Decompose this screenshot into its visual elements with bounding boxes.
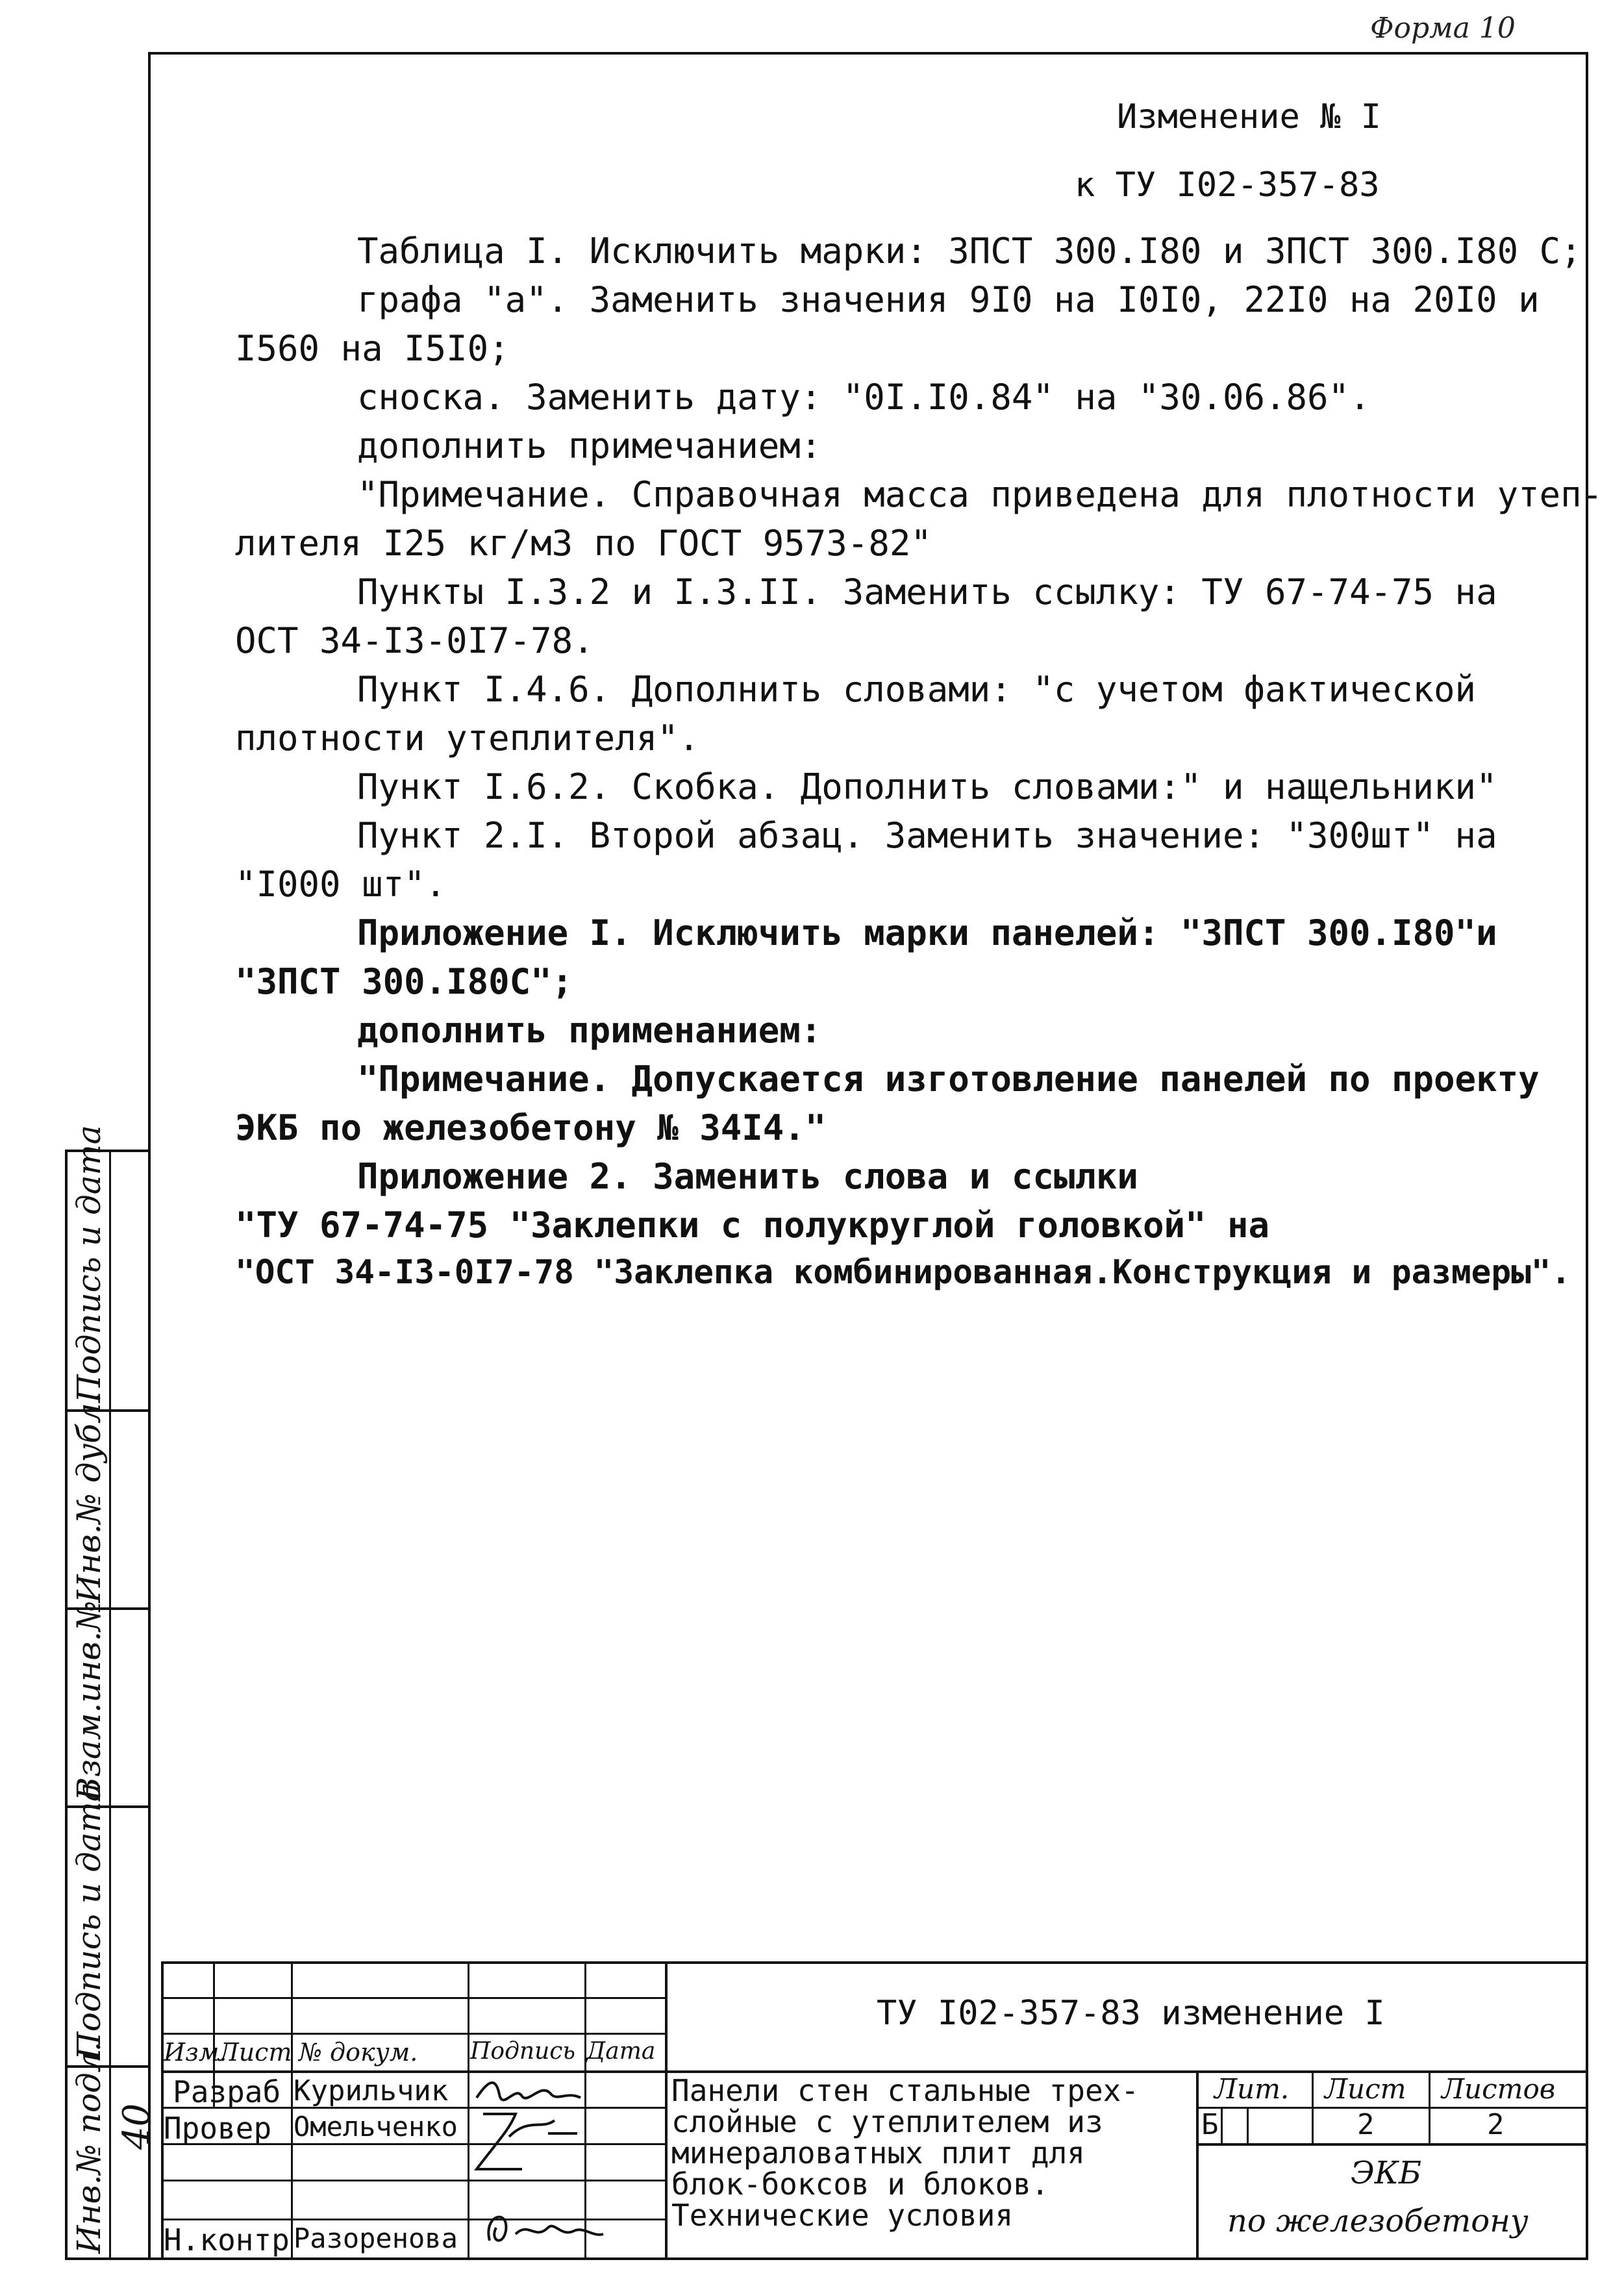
lit-label: Лит.: [1214, 2073, 1290, 2105]
body-line: плотности утеплителя".: [235, 718, 700, 759]
stamp-top-line: [161, 1961, 1588, 1964]
body-line: "ОСТ 34-I3-0I7-78 "Заклепка комбинированная.Конструкция и размеры".: [235, 1253, 1571, 1292]
form-label: Форма 10: [1370, 12, 1516, 45]
body-line: "Примечание. Справочная масса приведена для плотности утеп-: [357, 474, 1603, 515]
row-name-razrab: Курильчик: [294, 2074, 449, 2107]
product-line: блок-боксов и блоков.: [671, 2167, 1049, 2202]
body-line: Таблица I. Исключить марки: ЗПСТ 300.I80 и ЗПСТ 300.I80 С;: [357, 231, 1582, 271]
body-line: Пункт 2.I. Второй абзац. Заменить значение: "300шт" на: [357, 815, 1497, 856]
stamp-vline: [161, 1961, 164, 2257]
stamp-vline: [1429, 2070, 1430, 2143]
row-role-nkontr: Н.контр: [164, 2222, 290, 2257]
lit-value: Б: [1201, 2108, 1219, 2141]
side-label-podpis-data-bottom: Подпись и дата: [70, 1782, 108, 2060]
row-role-razrab: Разраб: [173, 2074, 281, 2109]
stamp-line: [161, 2033, 665, 2035]
body-line: "Примечание. Допускается изготовление панелей по проекту: [357, 1059, 1540, 1100]
product-line: слойные с утеплителем из: [671, 2104, 1103, 2139]
row-role-prover: Провер: [164, 2111, 272, 2146]
signature-prover: [470, 2104, 584, 2182]
body-line: Приложение 2. Заменить слова и ссылки: [357, 1156, 1138, 1197]
change-heading: Изменение № I: [1117, 97, 1381, 136]
col-header-izm: Изм.: [164, 2038, 227, 2067]
body-line: "ЗПСТ 300.I80С";: [235, 961, 573, 1002]
body-line: Пункты I.3.2 и I.3.II. Заменить ссылку: ТУ 67-74-75 на: [357, 572, 1497, 612]
body-line: дополнить применанием:: [357, 1010, 822, 1051]
body-line: "ТУ 67-74-75 "Заклепки с полукруглой головкой" на: [235, 1205, 1270, 1246]
stamp-line: [1196, 2143, 1588, 2146]
stamp-line: [1196, 2107, 1588, 2109]
col-header-doc: № докум.: [299, 2038, 418, 2067]
list-label: Лист: [1325, 2073, 1406, 2105]
body-line: ЭКБ по железобетону № 34I4.": [235, 1107, 827, 1148]
side-strip-divider: [109, 1150, 111, 2260]
listov-value: 2: [1487, 2108, 1505, 2141]
body-line: Приложение I. Исключить марки панелей: "ЗПСТ 300.I80"и: [357, 912, 1497, 953]
side-label-inv-podl: Инв.№ подл.: [70, 2041, 108, 2254]
stamp-vline: [1247, 2107, 1249, 2143]
side-label-podpis-data-top: Подпись и дата: [70, 1125, 108, 1403]
body-line: лителя I25 кг/м3 по ГОСТ 9573-82": [235, 523, 932, 564]
col-header-list: Лист: [218, 2038, 292, 2067]
side-label-vzam-inv: Взам.инв.№: [70, 1600, 108, 1801]
product-line: Технические условия: [671, 2198, 1014, 2233]
stamp-vline: [665, 1961, 668, 2257]
stamp-vline: [1196, 2070, 1199, 2257]
product-line: Панели стен стальные трех-: [671, 2073, 1140, 2108]
body-line: I560 на I5I0;: [235, 328, 510, 369]
stamp-vline: [1221, 2107, 1223, 2143]
listov-label: Листов: [1442, 2073, 1556, 2105]
body-line: Пункт I.6.2. Скобка. Дополнить словами:" и нащельники": [357, 766, 1497, 807]
org-line-2: по железобетону: [1227, 2203, 1529, 2239]
body-line: ОСТ 34-I3-0I7-78.: [235, 620, 594, 661]
body-line: графа "а". Заменить значения 9I0 на I0I0, 22I0 на 20I0 и: [357, 279, 1540, 320]
signature-nkontr: [470, 2202, 606, 2254]
body-line: Пункт I.4.6. Дополнить словами: "с учетом фактической: [357, 669, 1477, 710]
stamp-vline: [468, 1961, 469, 2257]
row-name-prover: Омельченко: [294, 2111, 458, 2143]
side-strip-bottom-border: [65, 2257, 151, 2260]
stamp-line: [161, 2070, 665, 2073]
col-header-podpis: Подпись: [470, 2038, 576, 2065]
body-line: дополнить примечанием:: [357, 425, 822, 466]
org-line-1: ЭКБ: [1351, 2155, 1422, 2191]
side-strip-left-border: [65, 1150, 68, 2260]
row-name-nkontr: Разоренова: [294, 2222, 458, 2254]
stamp-line: [161, 2180, 665, 2181]
body-line: сноска. Заменить дату: "0I.I0.84" на "30.06.86".: [357, 377, 1371, 418]
signature-razrab: [470, 2072, 584, 2108]
stamp-vline: [291, 1961, 293, 2257]
side-number: 40: [116, 2103, 158, 2150]
product-line: минераловатных плит для: [671, 2135, 1085, 2170]
list-value: 2: [1357, 2108, 1375, 2141]
side-label-inv-dubl: Инв.№ дубл.: [70, 1392, 108, 1603]
stamp-line: [161, 1997, 665, 1999]
body-line: "I000 шт".: [235, 864, 447, 905]
stamp-vline: [1312, 2070, 1314, 2143]
tu-reference: к ТУ I02-357-83: [1075, 166, 1380, 205]
col-header-data: Дата: [586, 2038, 656, 2065]
stamp-doc-title: ТУ I02-357-83 изменение I: [877, 1994, 1385, 2033]
